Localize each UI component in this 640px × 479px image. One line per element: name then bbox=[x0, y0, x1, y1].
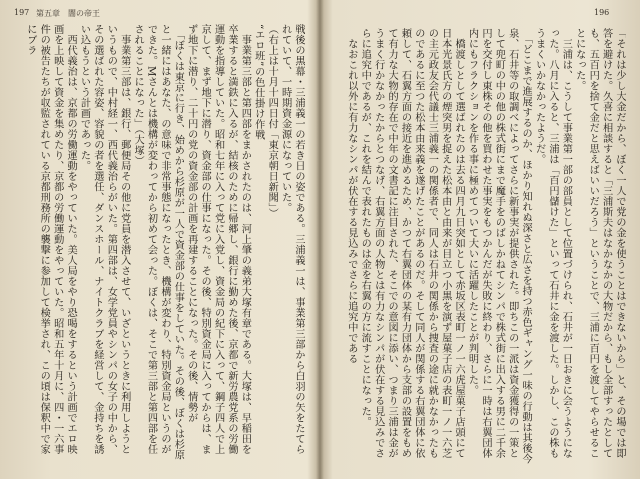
running-head: 第五章 闇の帝王 bbox=[36, 9, 100, 18]
spine-gutter bbox=[316, 0, 324, 479]
right-page bbox=[320, 0, 640, 479]
body-text: 戦後の黒幕・三浦義一の若き日の姿である。三浦義一は、事業第三部から白羽の矢をたてられていて、一時期資金源になっていた。 （右上は十月十四日付「東京朝日新聞」） “エロ班”の色仕掛け作戦 事業第三部と第四部をまかされたのは、河上肇の義弟大塚有章である。大塚は、早稲田を卒業すると満鉄に入るが、結核のために帰郷し、銀行に勤めた後、京都で新労農党系の労働運動を指導していた。昭和七年に入って党に入党し、資金局の紀下に入って、鋼子四人で上京して、まず地下に潜り、資金部の仕事になった。その後、特別資金局に入ってからは、まず地下に潜り、二十円の党の資金部の計画を再建することになった。その後、情勢が 「ぼくは東京に行き、始めから杉原が一人で資金部の仕事をしていた。その後、ぼくは杉原と一緒にはあなた、の意味で非常事態になったとき、機構が変わり、特別資金局というのができた。Mさんとは機構が変わってから初めて会った。ぼくは、そこで第三部と第四部を任されることになった」（大塚） 事業第三部は、銀行、郵便局その他に党員を潜入させて、いざというときに利用しようというもので、中村経一、西代義治らがいた。第四部は、女学党員やシンパの女子の中から、その選ばれた容姿、容貌の者を選任、ダンスホール、ナイトクラブを経営して、金持ちを誘い込もうという計画であった。 西代義治は、京都の労働運動をやっていた。美人局をやり恐喝をするという計画でエロ映画を上映して資金を集めたり、京都の労働運動をやっていた。昭和五年十月に、四・一六事件の被告たちが収監されている京都刑務所の襲撃に参加して検挙され、この頃は保釈中で家にブラ bbox=[24, 24, 304, 460]
page-number: 196 bbox=[594, 8, 610, 17]
page-number: 197 bbox=[14, 8, 30, 17]
body-text: 「それは少し大金だから、ぼく一人で党の金を使うことはできないから」と、その場では即答を避けた。久喜に相談すると「三浦斯夫はなかなかの大物だから、もし全部すったとしても、五百円を捨て金だと思えばいいだろう」ということで、三浦に百円を渡してやらせることになった。 三浦は、こうして事業第一部の部員として位置づけられ、石井が一日おきに会うようになった。八月に入ると、三浦は「百円儲けた」といって石井に金を渡した。しかし、この株もうまくいかなかったようだ。 「どこまで進展するのか、ほかり知れぬ深さと広さを持つ赤色ギャング一味の行動は其後今泉、石井等の取調べによってさらに新事実が提供された。即ちこの一派は資金獲得の一策として兜町の中の他の株式街にまで魔手をのばしかねてシンパで株式街に出入する男に二千余円を交付し東株その他を買わせた事実をもつかんだが失敗に終わり、さらに一時は右翼団体内にもフラクションを作る事に極めてついて大いに活躍したことが判明した。 橋渡しとして選ばれたのは去る四月九日突如として赤坂区表町一ノ一六虎屋菓子店頭にて日本光景氏方の煙突男を捉えた松本由と由来が目立つ小黒を演ず屋菓子店の表町一ノ一六芝の主元政友会代議士三浦義一の関係者で、同人は石井の関係から捜査の途に就かなかったものであるに至つた松本由来義を遂げたことがあるのだ。そして同人が関係する右翼団体に依頼して、石翼方面の接近を進めるため、かつて右翼団体の某有力団体から支部の設置をもめて有力な大物的存在で中年の文書記に注目された、そこでの意図に添い、つまり三浦は金がうまく行かなかったからとつなげ、右翼方面の人物とは有力なシンパが伏在する見込みでさらに追究中であるが、これを結んで表れたものは金を右翼の方に流すことになった。 なおこれ以外に有力なシンパが伏在する見込みでさらに追究中である bbox=[345, 28, 625, 464]
